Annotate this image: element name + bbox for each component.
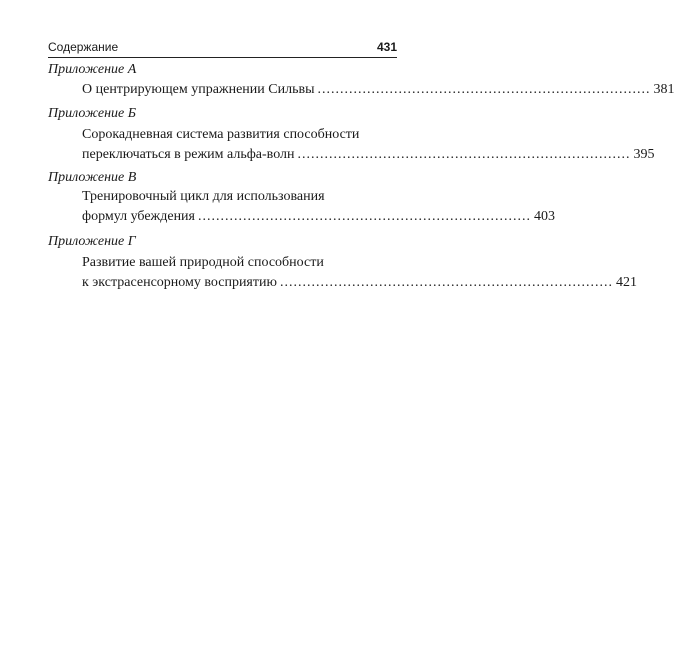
- toc-entry-title: формул убеждения: [82, 209, 195, 224]
- toc-entry-page: 381: [653, 82, 675, 97]
- toc-entry-title-line: Развитие вашей природной способности: [82, 255, 324, 270]
- appendix-heading-v: Приложение В: [48, 170, 137, 185]
- toc-entry-a[interactable]: [82, 80, 675, 100]
- dot-leader: ..........................................................................: [317, 82, 651, 97]
- section-title: Содержание: [48, 40, 119, 54]
- toc-entry-page: 421: [615, 275, 637, 290]
- toc-entry-g[interactable]: [82, 253, 637, 293]
- dot-leader: ..........................................................................: [198, 209, 531, 224]
- toc-entry-title: к экстрасенсорному восприятию: [82, 275, 277, 290]
- toc-entry-b[interactable]: [82, 125, 655, 165]
- toc-entry-title: О центрирующем упражнении Сильвы: [82, 82, 315, 97]
- appendix-heading-g: Приложение Г: [48, 234, 136, 249]
- toc-entry-page: 395: [633, 147, 655, 162]
- toc-entry-title: переключаться в режим альфа-волн: [82, 147, 295, 162]
- toc-entry-title-line: Тренировочный цикл для использования: [82, 189, 325, 204]
- running-header: [48, 38, 397, 58]
- dot-leader: ..........................................................................: [279, 275, 613, 290]
- toc-entry-v[interactable]: [82, 187, 555, 227]
- page-number: 431: [376, 40, 397, 54]
- toc-entry-page: 403: [534, 209, 555, 224]
- appendix-heading-b: Приложение Б: [48, 106, 137, 121]
- dot-leader: ..........................................................................: [297, 147, 631, 162]
- toc-entry-title-line: Сорокадневная система развития способности: [82, 127, 360, 142]
- appendix-heading-a: Приложение А: [48, 62, 137, 77]
